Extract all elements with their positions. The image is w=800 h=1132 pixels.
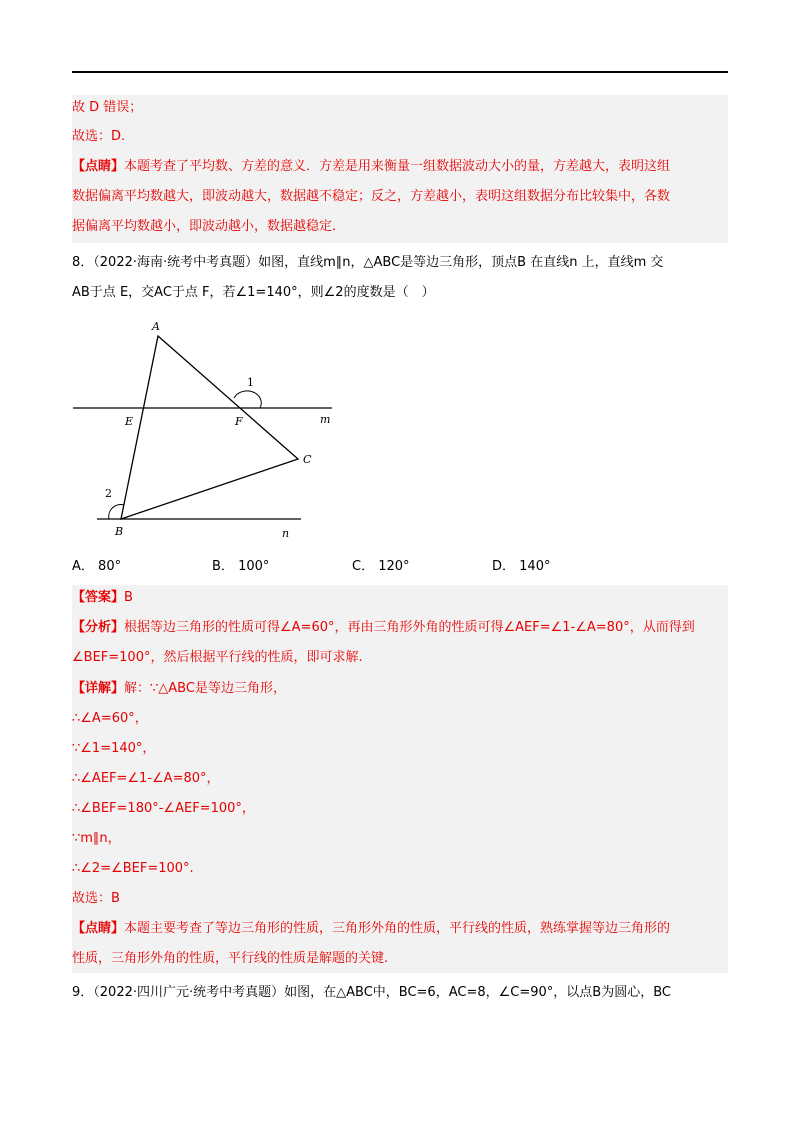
q8-triangle-figure <box>70 315 340 545</box>
label-a: A <box>152 320 160 333</box>
comment-line-2: 性质，三角形外角的性质，平行线的性质是解题的关键. <box>72 951 389 966</box>
comment-line-1 <box>72 918 728 940</box>
option-d-value: 140° <box>519 559 551 574</box>
label-b: B <box>115 525 124 538</box>
label-c: C <box>303 453 312 466</box>
label-angle-1: 1 <box>247 376 254 389</box>
option-c-value: 120° <box>378 559 410 574</box>
analysis-line-1 <box>72 617 728 639</box>
answer-line <box>72 587 728 609</box>
detail-line-7: ∴∠2=∠BEF=100°. <box>72 861 194 876</box>
detail-line-3: ∵∠1=140°， <box>72 741 156 756</box>
prev-comment-tag: 【点睛】 <box>72 159 125 174</box>
detail-line-4: ∴∠AEF=∠1-∠A=80°， <box>72 771 220 786</box>
prev-comment-line-1 <box>72 156 728 178</box>
detail-line-1 <box>72 678 728 700</box>
option-c-letter: C． <box>352 559 375 574</box>
label-m: m <box>320 413 331 426</box>
q9-stem-line-1: 9．（2022·四川广元·统考中考真题）如图，在△ABC中，BC=6，AC=8，∠C=90°，以点B为圆心，BC <box>72 985 671 1000</box>
q8-stem-line-1: 8．（2022·海南·统考中考真题）如图，直线m∥n，△ABC是等边三角形，顶点B 在直线n 上，直线m 交 <box>72 255 664 270</box>
angle-1-arc <box>234 391 261 408</box>
option-b-value: 100° <box>238 559 270 574</box>
prev-line-2: 故选：D. <box>72 129 126 144</box>
option-c[interactable] <box>352 556 410 578</box>
option-d[interactable] <box>492 556 550 578</box>
triangle-abc <box>121 336 298 519</box>
detail-line-2: ∴∠A=60°， <box>72 711 148 726</box>
header-rule <box>72 71 728 73</box>
detail-line-5: ∴∠BEF=180°-∠AEF=100°， <box>72 801 255 816</box>
label-f: F <box>235 415 243 428</box>
option-a[interactable] <box>72 556 121 578</box>
option-b[interactable] <box>212 556 269 578</box>
detail-tag: 【详解】 <box>72 681 125 696</box>
option-d-letter: D． <box>492 559 516 574</box>
option-a-value: 80° <box>98 559 122 574</box>
prev-comment-line-3: 据偏离平均数越小，即波动越小，数据越稳定． <box>72 219 346 234</box>
answer-value: B <box>124 590 133 605</box>
label-angle-2: 2 <box>105 487 112 500</box>
prev-comment-text-1: 本题考查了平均数、方差的意义．方差是用来衡量一组数据波动大小的量，方差越大，表明这组 <box>124 159 671 174</box>
label-n: n <box>282 527 290 540</box>
label-e: E <box>125 415 134 428</box>
comment-tag: 【点睛】 <box>72 921 125 936</box>
analysis-tag: 【分析】 <box>72 620 125 635</box>
answer-tag: 【答案】 <box>72 590 125 605</box>
detail-text-1: 解：∵△ABC是等边三角形， <box>124 681 286 696</box>
prev-line-1: 故 D 错误； <box>72 100 143 115</box>
detail-line-8: 故选：B <box>72 891 120 906</box>
comment-text-1: 本题主要考查了等边三角形的性质，三角形外角的性质，平行线的性质，熟练掌握等边三角形的 <box>124 921 671 936</box>
analysis-text-1: 根据等边三角形的性质可得∠A=60°，再由三角形外角的性质可得∠AEF=∠1-∠A=80°，从而得到 <box>124 620 695 635</box>
analysis-line-2: ∠BEF=100°，然后根据平行线的性质，即可求解. <box>72 650 363 665</box>
detail-line-6: ∵m∥n， <box>72 831 121 846</box>
q8-stem-line-2: AB于点 E，交AC于点 F，若∠1=140°，则∠2的度数是（ ） <box>72 285 435 300</box>
prev-comment-line-2: 数据偏离平均数越大，即波动越大，数据越不稳定；反之，方差越小，表明这组数据分布比较集中，各数 <box>72 189 671 204</box>
option-a-letter: A． <box>72 559 94 574</box>
option-b-letter: B． <box>212 559 234 574</box>
